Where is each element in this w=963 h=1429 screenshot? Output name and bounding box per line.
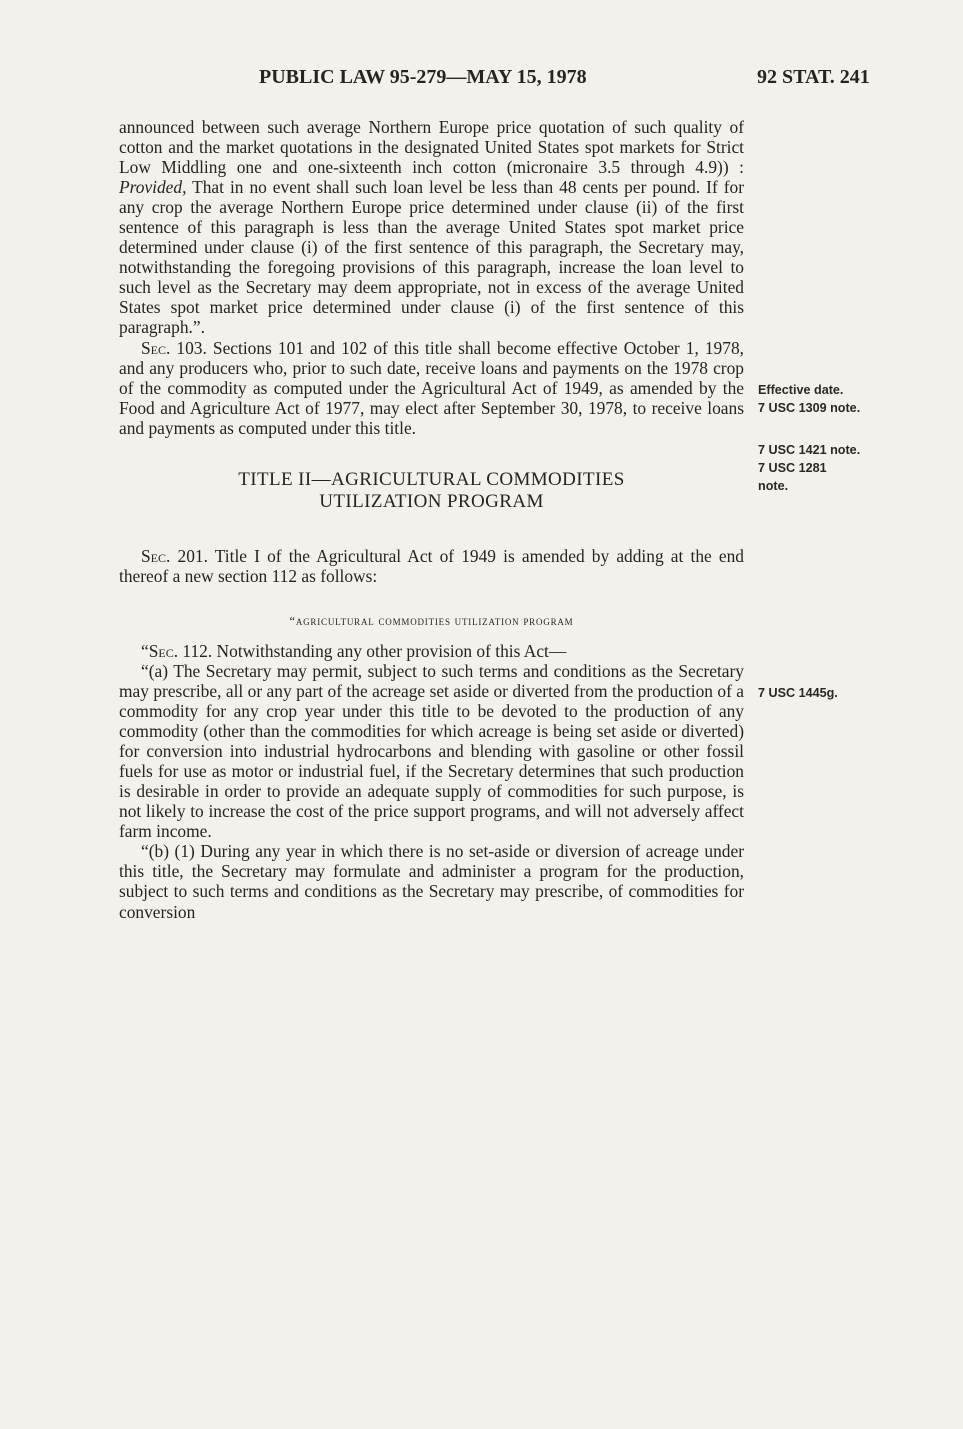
header-title: PUBLIC LAW 95-279—MAY 15, 1978	[259, 66, 587, 88]
margin-note-usc-1281: 7 USC 1281	[758, 461, 827, 475]
section-103-text: 103. Sections 101 and 102 of this title shall become effective October 1, 1978, and any producers who, prior to such date, receive loans and payments on the 1978 crop of the commodity as computed under the Agricultural Act of 1949, as amended by the Food and Agriculture Act of 1977, may elect after September 30, 1978, to receive loans and payments as computed under this title.	[119, 337, 744, 438]
section-103	[119, 338, 744, 438]
page-body	[119, 117, 744, 922]
section-112-subheading: “agricultural commodities utilization program	[289, 613, 574, 628]
margin-note-usc-1421-1281	[758, 441, 888, 495]
statute-page-number: 92 STAT. 241	[757, 66, 870, 88]
margin-note-effective-date	[758, 381, 888, 417]
paragraph-continuation-text: announced between such average Northern Europe price quotation of such quality of cotton and the market quotations in the designated United States spot markets for Strict Low Middling one and one-sixteenth inch cotton (micronaire 3.5 through 4.9)) :	[119, 117, 744, 178]
paragraph-continuation	[119, 117, 744, 338]
margin-note-usc-1309: 7 USC 1309 note.	[758, 401, 861, 415]
margin-note-effective-date-text: Effective date.	[758, 383, 844, 397]
section-201-label: Sec.	[141, 545, 171, 566]
paragraph-continuation-rest: That in no event shall such loan level be less than 48 cents per pound. If for any crop the average Northern Europe price determined under clause (ii) of the first sentence of this paragraph is less than the average United States spot market price determined under clause (i) of the first sentence of this paragraph, the Secretary may, notwithstanding the foregoing provisions of this paragraph, increase the loan level to such level as the Secretary may deem appropriate, not in excess of the average United States spot market price determined under clause (i) of the first sentence of this paragraph.”.	[119, 177, 744, 338]
section-112-label: “Sec.	[141, 640, 179, 661]
subsection-a: “(a) The Secretary may permit, subject to such terms and conditions as the Secretary may prescribe, all or any part of the acreage set aside or diverted from the production of a commodity for any crop year under this title to be devoted to the production of any commodity (other than the commodities for which acreage is being set aside or diverted) for conversion into industrial hydrocarbons and blending with gasoline or other fossil fuels for use as motor or industrial fuel, if the Secretary determines that such production is desirable in order to provide an adequate supply of commodities for such purpose, is not likely to increase the cost of the price support programs, and will not adversely affect farm income.	[119, 660, 744, 842]
page-header	[0, 66, 963, 96]
section-201	[119, 546, 744, 586]
provided-italic: Provided,	[119, 177, 187, 198]
subsection-b: “(b) (1) During any year in which there is no set-aside or diversion of acreage under this title, the Secretary may formulate and administer a program for the production, subject to such terms and conditions as the Secretary may prescribe, of commodities for conversion	[119, 841, 744, 922]
section-112-text: 112. Notwithstanding any other provision of this Act—	[178, 640, 567, 661]
margin-note-usc-1445g: 7 USC 1445g.	[758, 686, 838, 700]
margin-note-usc-1421: 7 USC 1421 note.	[758, 443, 861, 457]
title-ii-heading	[119, 469, 744, 513]
margin-note-usc-1281-note: note.	[758, 479, 789, 493]
section-201-text: 201. Title I of the Agricultural Act of 1949 is amended by adding at the end thereof a new section 112 as follows:	[119, 545, 744, 586]
section-103-label: Sec.	[141, 337, 171, 358]
title-ii-heading-line2: UTILIZATION PROGRAM	[319, 490, 544, 512]
title-ii-heading-line1: TITLE II—AGRICULTURAL COMMODITIES	[238, 468, 625, 490]
section-112	[119, 641, 744, 661]
